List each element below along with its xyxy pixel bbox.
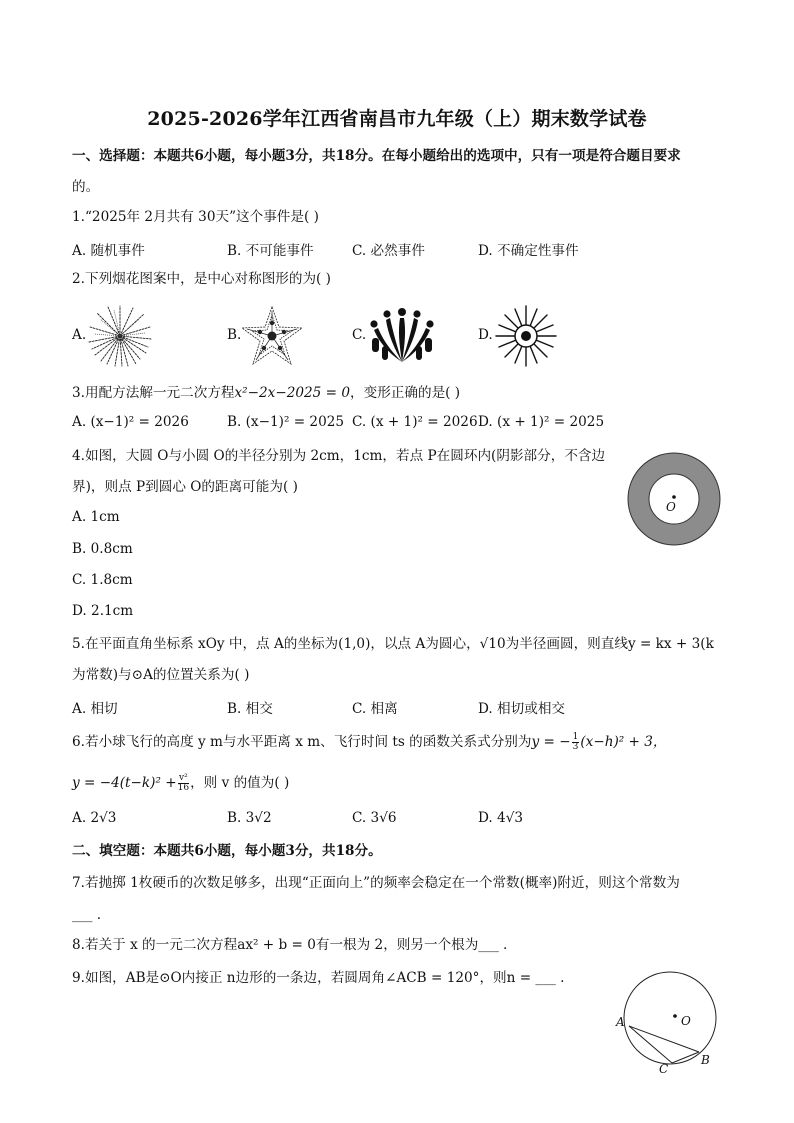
section-1-heading-cont: 的。 bbox=[72, 179, 100, 195]
q5-option-a: A. 相切 bbox=[72, 701, 118, 717]
q2-label-b: B. bbox=[227, 327, 242, 343]
q6-line2-post: ，则 v 的值为( ) bbox=[190, 775, 290, 791]
q3-option-b: B. (x−1)² = 2025 bbox=[227, 414, 345, 430]
question-9-stem: 9.如图，AB是⊙O内接正 n边形的一条边，若圆周角∠ACB = 120°，则n = ___ . bbox=[72, 970, 565, 986]
q3-option-c: C. (x + 1)² = 2026 bbox=[352, 414, 478, 430]
q2-label-d: D. bbox=[478, 327, 493, 343]
question-4-stem-line2: 界)，则点 P到圆心 O的距离可能为( ) bbox=[72, 479, 298, 495]
q3-equation: x²−2x−2025 = 0 bbox=[234, 385, 351, 401]
q2-label-a: A. bbox=[72, 327, 87, 343]
question-4-stem-line1: 4.如图，大圆 O与小圆 O的半径分别为 2cm，1cm，若点 P在圆环内(阴影部分，不含边 bbox=[72, 448, 606, 464]
annulus-figure bbox=[626, 451, 722, 547]
point-a-label: A bbox=[616, 1015, 625, 1029]
section-2-heading: 二、填空题：本题共6小题，每小题3分，共18分。 bbox=[72, 843, 382, 859]
page-title: 2025-2026学年江西省南昌市九年级（上）期末数学试卷 bbox=[147, 108, 647, 130]
q4-option-d: D. 2.1cm bbox=[72, 603, 134, 619]
q1-option-d: D. 不确定性事件 bbox=[478, 243, 579, 259]
inscribed-circle-figure bbox=[612, 968, 722, 1076]
q6-frac1-den: 3 bbox=[572, 742, 579, 752]
q4-option-b: B. 0.8cm bbox=[72, 541, 133, 557]
q2-label-c: C. bbox=[352, 327, 367, 343]
question-5-stem-line2: 为常数)与⊙A的位置关系为( ) bbox=[72, 667, 250, 683]
q1-option-a: A. 随机事件 bbox=[72, 243, 145, 259]
q6-line1-pre: 6.若小球飞行的高度 y m与水平距离 x m、飞行时间 ts 的函数关系式分别为 bbox=[72, 734, 532, 750]
firework-star-image bbox=[240, 305, 304, 367]
q6-option-a: A. 2√3 bbox=[72, 810, 117, 826]
point-b-label: B bbox=[701, 1053, 710, 1067]
q3-option-a: A. (x−1)² = 2026 bbox=[72, 414, 189, 430]
q5-option-d: D. 相切或相交 bbox=[478, 701, 566, 717]
q5-option-b: B. 相交 bbox=[227, 701, 273, 717]
q6-frac2-num: v² bbox=[178, 773, 188, 783]
question-7-stem-line1: 7.若抛掷 1枚硬币的次数足够多，出现“正面向上”的频率会稳定在一个常数(概率)附近，则这个常数为 bbox=[72, 875, 680, 891]
q6-fraction-1 bbox=[572, 733, 580, 752]
q4-option-c: C. 1.8cm bbox=[72, 572, 133, 588]
question-6-stem-line2 bbox=[72, 773, 289, 793]
question-3-stem bbox=[72, 383, 460, 403]
point-o-label: O bbox=[681, 1014, 691, 1028]
q4-option-a: A. 1cm bbox=[72, 509, 120, 525]
question-1-stem: 1.“2025年 2月共有 30天”这个事件是( ) bbox=[72, 209, 319, 225]
q6-line1-eq: y = − bbox=[531, 734, 571, 750]
q6-fraction-2 bbox=[178, 774, 189, 793]
q1-option-b: B. 不可能事件 bbox=[227, 243, 314, 259]
point-c-label: C bbox=[659, 1062, 669, 1076]
firework-sun-image bbox=[494, 304, 558, 368]
question-7-stem-line2: ___ . bbox=[72, 907, 102, 923]
q6-frac2-den: 16 bbox=[177, 783, 190, 793]
question-6-stem-line1 bbox=[72, 732, 667, 752]
q1-option-c: C. 必然事件 bbox=[352, 243, 425, 259]
q6-line2-eq: y = −4(t−k)² + bbox=[72, 775, 177, 791]
section-1-heading: 一、选择题：本题共6小题，每小题3分，共18分。在每小题给出的选项中，只有一项是符合题目要求 bbox=[72, 148, 681, 164]
q3-stem-pre: 3.用配方法解一元二次方程 bbox=[72, 385, 235, 401]
q3-option-d: D. (x + 1)² = 2025 bbox=[478, 414, 605, 430]
question-8-stem: 8.若关于 x 的一元二次方程ax² + b = 0有一根为 2，则另一个根为___ . bbox=[72, 937, 508, 953]
firework-burst-image bbox=[88, 305, 152, 367]
q6-frac1-num: 1 bbox=[572, 732, 579, 742]
q6-option-b: B. 3√2 bbox=[227, 810, 272, 826]
q3-stem-post: ，变形正确的是( ) bbox=[350, 385, 461, 401]
q5-option-c: C. 相离 bbox=[352, 701, 398, 717]
q6-option-c: C. 3√6 bbox=[352, 810, 397, 826]
annulus-center-label: O bbox=[666, 500, 676, 514]
q6-line1-eq-post: (x−h)² + 3， bbox=[580, 734, 667, 750]
firework-fountain-image bbox=[368, 304, 436, 368]
question-5-stem-line1: 5.在平面直角坐标系 xOy 中，点 A的坐标为(1,0)，以点 A为圆心，√10为半径画圆，则直线y = kx + 3(k bbox=[72, 636, 714, 652]
question-2-stem: 2.下列烟花图案中，是中心对称图形的为( ) bbox=[72, 271, 331, 287]
q6-option-d: D. 4√3 bbox=[478, 810, 524, 826]
